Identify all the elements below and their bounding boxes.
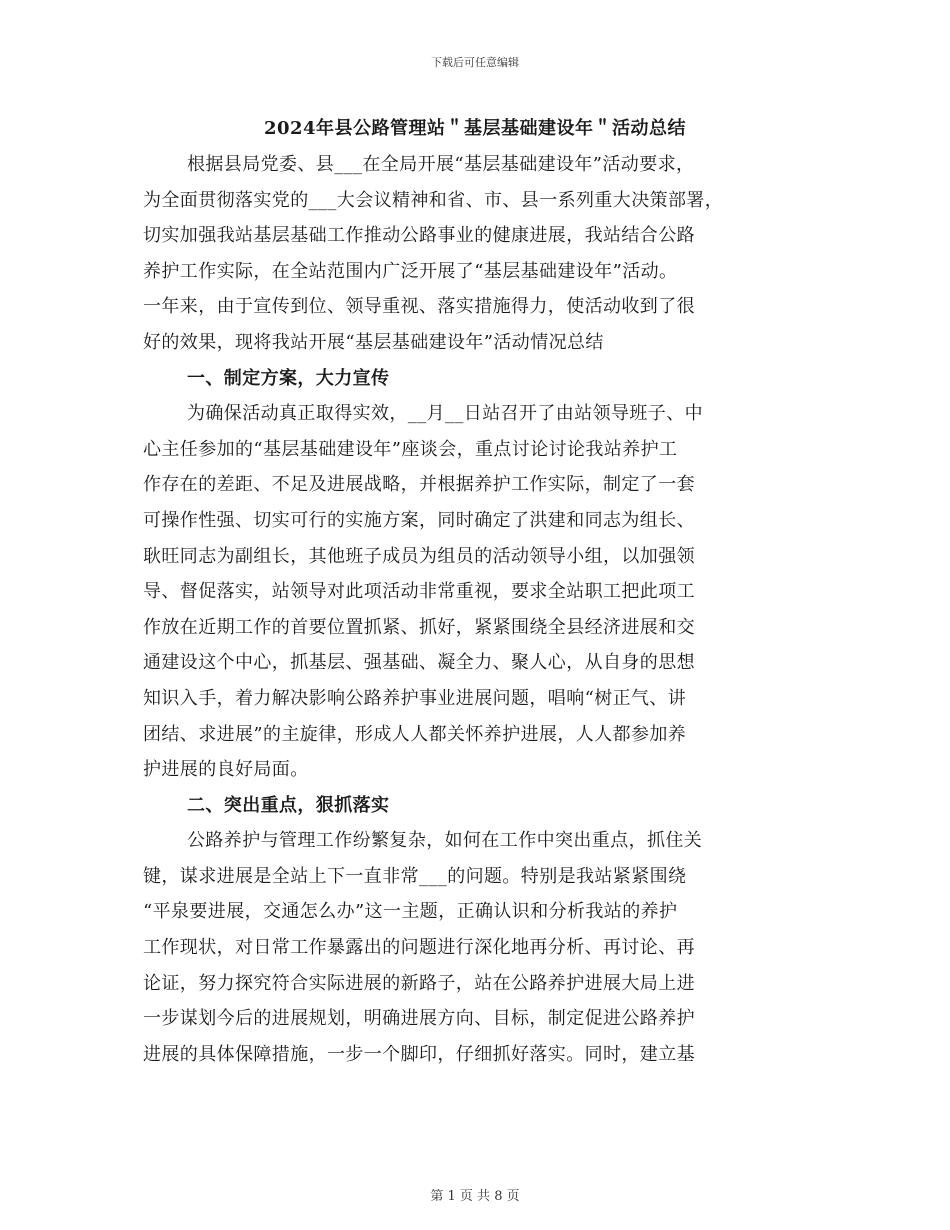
paragraph-line: 根据县局党委、县___在全局开展“基层基础建设年”活动要求， bbox=[187, 154, 695, 175]
paragraph-line: 为全面贯彻落实党的___大会议精神和省、市、县一系列重大决策部署， bbox=[143, 189, 724, 211]
paragraph-line: 一年来，由于宣传到位、领导重视、落实措施得力，使活动收到了很 bbox=[143, 296, 695, 318]
paragraph-line: 知识入手，着力解决影响公路养护事业进展问题，唱响“树正气、讲 bbox=[143, 687, 687, 709]
document-title: 2024年县公路管理站＂基层基础建设年＂活动总结 bbox=[263, 118, 687, 139]
header-note: 下载后可任意编辑 bbox=[431, 56, 519, 69]
paragraph-line: 论证，努力探究符合实际进展的新路子，站在公路养护进展大局上进 bbox=[143, 972, 695, 994]
page-footer: 第 1 页 共 8 页 bbox=[430, 1189, 520, 1204]
section-heading-2: 二、突出重点，狠抓落实 bbox=[187, 794, 390, 816]
paragraph-line: 好的效果，现将我站开展“基层基础建设年”活动情况总结 bbox=[143, 331, 604, 353]
paragraph-line: 心主任参加的“基层基础建设年”座谈会，重点讨论讨论我站养护工 bbox=[143, 438, 678, 460]
paragraph-line: 导、督促落实，站领导对此项活动非常重视，要求全站职工把此项工 bbox=[143, 581, 695, 603]
paragraph-line: 作存在的差距、不足及进展战略，并根据养护工作实际，制定了一套 bbox=[143, 474, 695, 496]
paragraph-line: 团结、求进展”的主旋律，形成人人都关怀养护进展，人人都参加养 bbox=[143, 723, 687, 745]
paragraph-line: 可操作性强、切实可行的实施方案，同时确定了洪建和同志为组长、 bbox=[143, 509, 695, 531]
paragraph-line: 护进展的良好局面。 bbox=[143, 759, 309, 781]
paragraph-line: 养护工作实际，在全站范围内广泛开展了“基层基础建设年”活动。 bbox=[143, 260, 678, 282]
paragraph-line: 一步谋划今后的进展规划，明确进展方向、目标，制定促进公路养护 bbox=[143, 1008, 695, 1030]
paragraph-line: “平泉要进展，交通怎么办”这一主题，正确认识和分析我站的养护 bbox=[143, 901, 678, 923]
paragraph-line: 作放在近期工作的首要位置抓紧、抓好，紧紧围绕全县经济进展和交 bbox=[143, 616, 695, 638]
paragraph-line: 键，谋求进展是全站上下一直非常___的问题。特别是我站紧紧围绕 bbox=[143, 865, 687, 887]
paragraph-line: 切实加强我站基层基础工作推动公路事业的健康进展，我站结合公路 bbox=[143, 225, 695, 247]
paragraph-line: 耿旺同志为副组长，其他班子成员为组员的活动领导小组，以加强领 bbox=[143, 545, 695, 567]
paragraph-line: 工作现状，对日常工作暴露出的问题进行深化地再分析、再讨论、再 bbox=[143, 937, 695, 959]
document-body bbox=[143, 147, 813, 1072]
section-heading-1: 一、制定方案，大力宣传 bbox=[187, 367, 390, 389]
paragraph-line: 进展的具体保障措施，一步一个脚印，仔细抓好落实。同时，建立基 bbox=[143, 1043, 695, 1065]
paragraph-line: 通建设这个中心，抓基层、强基础、凝全力、聚人心，从自身的思想 bbox=[143, 652, 695, 674]
paragraph-line: 为确保活动真正取得实效，__月__日站召开了由站领导班子、中 bbox=[187, 403, 703, 425]
paragraph-line: 公路养护与管理工作纷繁复杂，如何在工作中突出重点，抓住关 bbox=[187, 830, 703, 852]
